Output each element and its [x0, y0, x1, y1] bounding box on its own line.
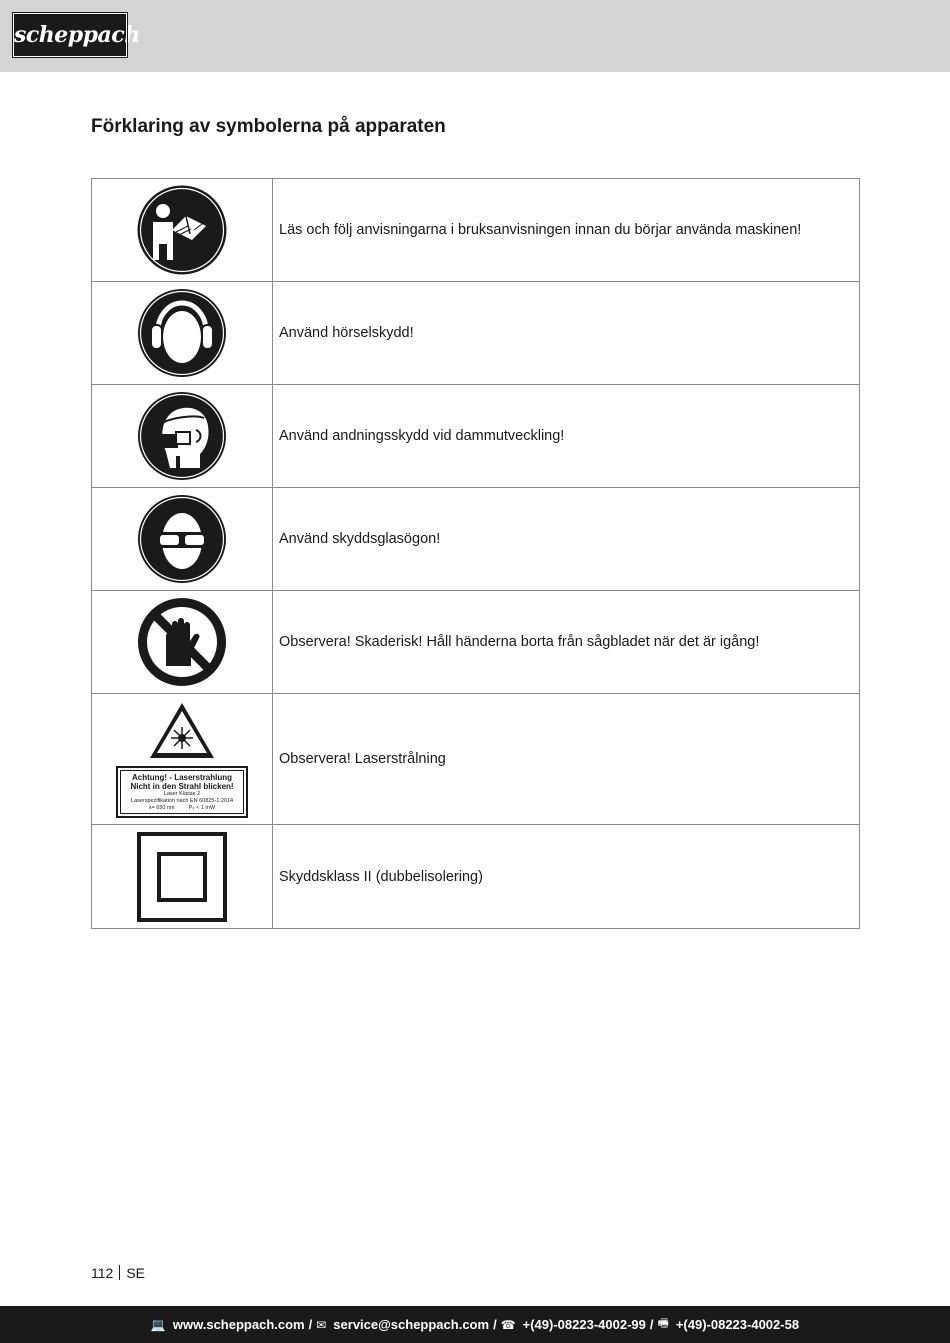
laser-power: P₀ < 1 mW — [188, 805, 216, 811]
symbol-description: Använd hörselskydd! — [273, 282, 860, 385]
symbol-table — [91, 178, 860, 929]
symbol-description: Skyddsklass II (dubbelisolering) — [273, 825, 860, 929]
read-manual-icon — [136, 184, 228, 276]
table-row — [92, 179, 860, 282]
mail-icon: ✉ — [316, 1317, 327, 1332]
hearing-protection-icon — [136, 287, 228, 379]
computer-icon: 💻 — [150, 1317, 166, 1332]
protection-class-ii-icon — [136, 831, 228, 923]
footer-separator: / — [493, 1317, 497, 1332]
table-row — [92, 488, 860, 591]
footer-fax: +(49)-08223-4002-58 — [675, 1317, 800, 1332]
symbol-description: Observera! Laserstrålning — [273, 694, 860, 825]
symbol-description: Använd skyddsglasögon! — [273, 488, 860, 591]
footer-separator: / — [649, 1317, 654, 1332]
table-row — [92, 385, 860, 488]
laser-warning-label — [116, 766, 248, 818]
footer-phone[interactable]: +(49)-08223-4002-99 — [522, 1317, 646, 1332]
safety-goggles-icon — [136, 493, 228, 585]
page-number-divider — [119, 1265, 120, 1280]
table-row — [92, 825, 860, 929]
fax-icon: 🖷 — [657, 1316, 669, 1330]
symbol-description: Läs och följ anvisningarna i bruksanvisningen innan du börjar använda maskinen! — [273, 179, 860, 282]
header-band — [0, 0, 950, 72]
table-row — [92, 694, 860, 825]
brand-logo: scheppach — [13, 13, 127, 57]
respirator-icon — [136, 390, 228, 482]
laser-wavelength: λ= 650 nm — [148, 805, 175, 811]
no-hands-icon — [136, 596, 228, 688]
page-number-value: 112 — [91, 1265, 114, 1281]
laser-label-line3: Laser Klasse 2 — [163, 791, 201, 797]
footer-contact-bar — [0, 1306, 950, 1343]
page-language: SE — [126, 1265, 146, 1281]
symbol-description: Använd andningsskydd vid dammutveckling! — [273, 385, 860, 488]
symbol-description: Observera! Skaderisk! Håll händerna borta från sågbladet när det är igång! — [273, 591, 860, 694]
laser-label-line4: Laserspezifikation nach EN 60825-1:2014 — [130, 798, 234, 804]
page-title: Förklaring av symbolerna på apparaten — [91, 116, 446, 137]
footer-website[interactable]: www.scheppach.com — [172, 1317, 305, 1332]
laser-label-line2: Nicht in den Strahl blicken! — [130, 782, 234, 791]
phone-icon: ☎ — [500, 1317, 516, 1332]
page-number — [91, 1265, 145, 1281]
footer-email[interactable]: service@scheppach.com — [333, 1317, 490, 1332]
table-row — [92, 282, 860, 385]
table-row — [92, 591, 860, 694]
footer-separator: / — [308, 1317, 313, 1332]
laser-label-line1: Achtung! - Laserstrahlung — [131, 773, 232, 782]
laser-warning-icon — [148, 700, 216, 760]
